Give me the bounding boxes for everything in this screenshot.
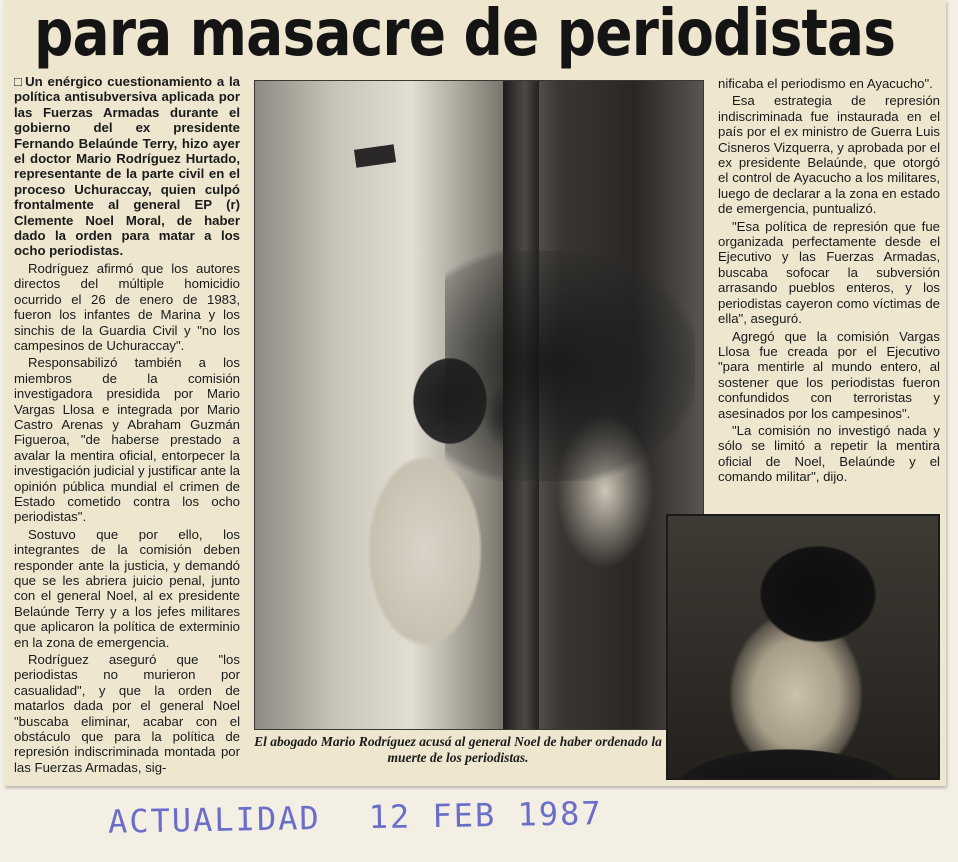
headline: para masacre de periodistas <box>34 0 896 71</box>
body-paragraph: "La comisión no investigó nada y sólo se limitó a repetir la mentira oficial de Noel, Belaúnde y el comando militar", dijo. <box>718 422 940 485</box>
body-paragraph: Agregó que la comisión Vargas Llosa fue creada por el Ejecutivo "para mentirle al mundo entero, al sostener que los periodistas fueron confundidos con terroristas y asesinados por los campesinos". <box>718 328 940 421</box>
main-photo <box>254 80 704 730</box>
body-paragraph: Rodríguez aseguró que "los periodistas no murieron por casualidad", y que la orden de matarlos dada por el general Noel "buscaba eliminar, acabar con el obstáculo que para la política de represión indiscriminada montada por las Fuerzas Armadas, sig- <box>14 652 240 775</box>
handwritten-date: 12 FEB 1987 <box>368 794 603 837</box>
body-paragraph: Esa estrategia de represión indiscriminada fue instaurada en el país por el ex ministro de Guerra Luis Cisneros Vizquerra, y aprobada por el ex presidente Belaúnde, que otorgó el control de Ayacucho a los militares, luego de declarar a la zona en estado de emergencia, puntualizó. <box>718 93 940 217</box>
paragraph-marker-icon: □ <box>14 74 24 89</box>
continued-text: nificaba el periodismo en Ayacucho". <box>718 76 933 91</box>
photo-wall-sign <box>354 144 396 167</box>
body-paragraph: Responsabilizó también a los miembros de la comisión investigadora presidida por Mario Vargas Llosa e integrada por Mario Castro Arenas y Abraham Guzmán Figueroa, "de haberse prestado a avalar la mentira oficial, entorpecer la investigación judicial y justificar ante la opinión pública mundial el crimen de Estado cometido contra los ocho periodistas". <box>14 355 240 525</box>
inset-portrait-photo <box>666 514 940 780</box>
photo-crowd <box>445 251 695 481</box>
lead-paragraph <box>14 74 240 259</box>
handwritten-source: ACTUALIDAD <box>107 799 321 841</box>
newspaper-clipping <box>4 0 946 786</box>
photo-caption: El abogado Mario Rodríguez acusá al general Noel de haber ordenado la muerte de los periodistas. <box>254 734 662 765</box>
body-paragraph: Rodríguez afirmó que los autores directos del múltiple homicidio ocurrido el 26 de enero de 1983, fueron los infantes de Marina y los sinchis de la Guardia Civil y "no los campesinos de Uchuraccay". <box>14 260 240 353</box>
portrait-shoulder <box>668 732 938 780</box>
handwritten-annotation <box>108 793 651 840</box>
body-paragraph: Sostuvo que por ello, los integrantes de la comisión deben responder ante la justicia, y demandó que se les abriera juicio penal, junto con el general Noel, al ex presidente Belaúnde Terry y a los jefes militares que aplicaron la política de exterminio en la zona de emergencia. <box>14 526 240 650</box>
article-left-column <box>14 74 240 786</box>
lead-text: Un enérgico cuestionamiento a la política antisubversiva aplicada por las Fuerzas Armadas durante el gobierno del ex presidente Fernando Belaúnde Terry, hizo ayer el doctor Mario Rodríguez Hurtado, representante de la parte civil en el proceso Uchuraccay, quien culpó frontalmente al general EP (r) Clemente Noel Moral, de haber dado la orden para matar a los ocho periodistas. <box>14 74 240 259</box>
body-paragraph: "Esa política de represión que fue organizada perfectamente desde el Ejecutivo y las Fuerzas Armadas, buscaba sofocar la subversión arrasando pueblos enteros, y los periodistas cayeron como víctimas de ella", aseguró. <box>718 218 940 327</box>
article-right-column <box>718 76 940 508</box>
